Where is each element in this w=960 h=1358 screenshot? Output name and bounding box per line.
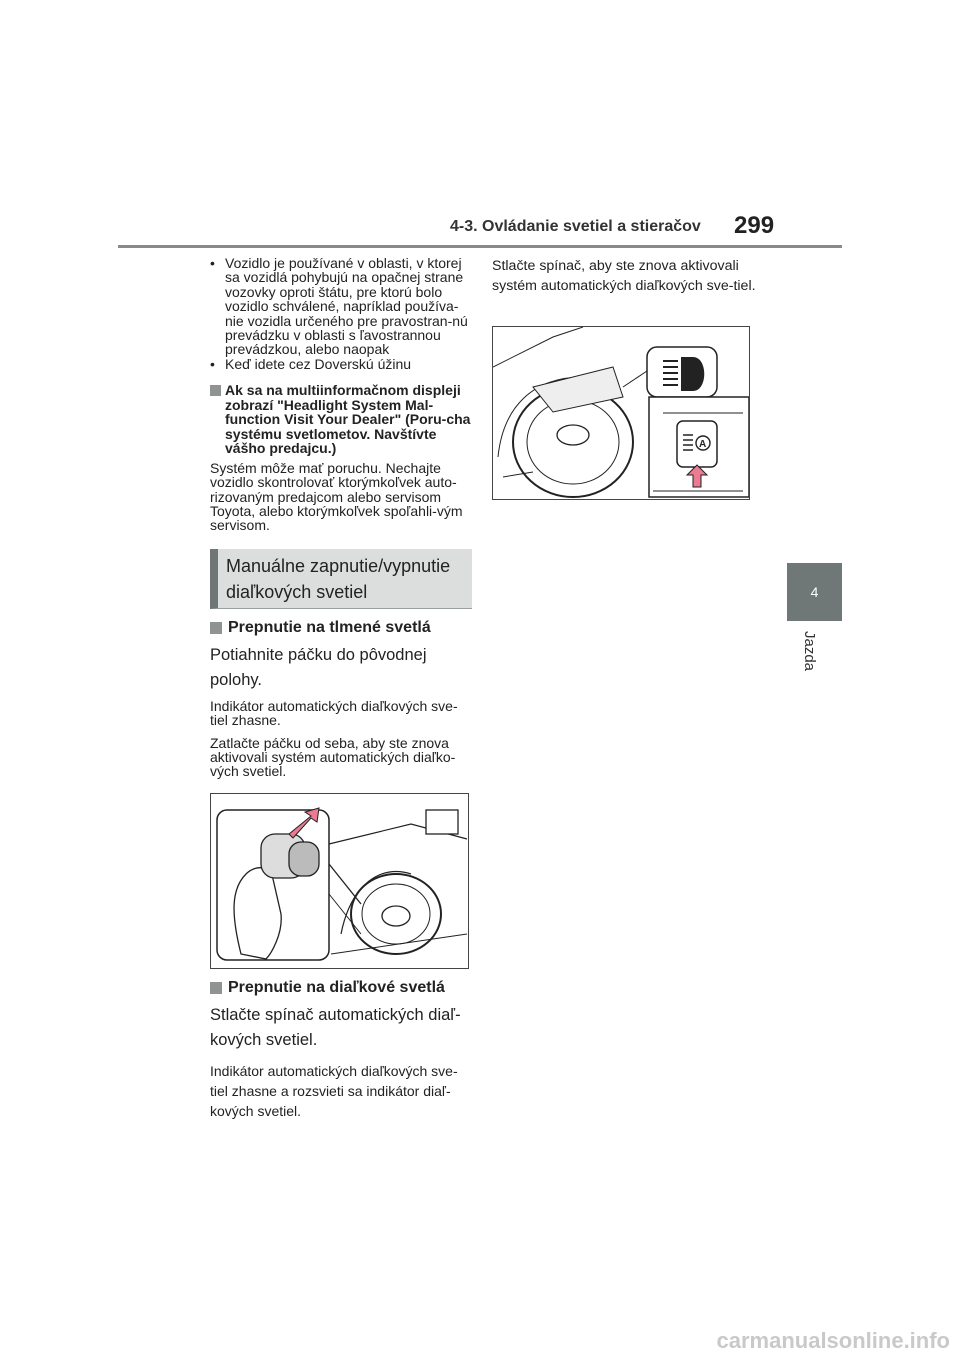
section-title-line-1: Manuálne zapnutie/vypnutie bbox=[226, 555, 451, 576]
right-column bbox=[492, 256, 756, 296]
paragraph: Indikátor automatických diaľkových sve-tiel zhasne a rozsvieti sa indikátor diaľ-kových svetiel. bbox=[210, 1062, 458, 1119]
section-title-line-2: diaľkových svetiel bbox=[226, 581, 368, 602]
chapter-tab[interactable]: 4 bbox=[787, 563, 842, 621]
illustration-lever-pull bbox=[210, 793, 469, 969]
note-title: Ak sa na multiinformačnom displeji zobrazí "Headlight System Mal-function Visit Your Dealer" (Poru-cha systému svetlometov. Navštívte vášho predajcu.) bbox=[225, 382, 471, 457]
header-divider bbox=[118, 245, 842, 248]
paragraph: Stlačte spínač, aby ste znova aktivovali systém automatických diaľkových sve-tiel. bbox=[492, 258, 756, 294]
svg-text:A: A bbox=[699, 439, 707, 450]
watermark: carmanualsonline.info bbox=[716, 1328, 950, 1353]
page-number: 299 bbox=[734, 212, 775, 239]
chapter-label: Jazda bbox=[801, 631, 818, 672]
bullet-list bbox=[210, 256, 472, 371]
square-bullet-icon bbox=[210, 982, 222, 994]
subheading-high-beam bbox=[210, 979, 472, 997]
subheading-low-beam bbox=[210, 619, 472, 637]
note-heading bbox=[210, 383, 472, 456]
note-text: Systém môže mať poruchu. Nechajte vozidlo skontrolovať ktorýmkoľvek auto-rizovaným predajcom alebo servisom Toyota, alebo ktorýmkoľvek spoľahli-vým servisom. bbox=[210, 459, 463, 534]
list-item: • Keď idete cez Doverskú úžinu bbox=[210, 357, 472, 371]
subheading-title: Prepnutie na tlmené svetlá bbox=[228, 618, 431, 636]
instruction-text: Potiahnite páčku do pôvodnej polohy. bbox=[210, 645, 427, 689]
paragraph: Zatlačte páčku od seba, aby ste znova aktivovali systém automatických diaľko-vých svetiel. bbox=[210, 734, 456, 780]
left-column bbox=[210, 256, 472, 1121]
section-title-box bbox=[210, 549, 472, 609]
section-heading: 4-3. Ovládanie svetiel a stieračov bbox=[450, 218, 701, 235]
list-item: • Vozidlo je používané v oblasti, v ktorej sa vozidlá pohybujú na opačnej strane vozovky oproti štátu, pre ktorú bolo vozidlo schválené, napríklad používa-nie vozidla určeného pre pravostran-nú prevádzku v oblasti s ľavostrannou prevádzkou, alebo naopak bbox=[210, 256, 472, 357]
instruction-text: Stlačte spínač automatických diaľ-kových svetiel. bbox=[210, 1005, 461, 1049]
paragraph: Indikátor automatických diaľkových sve-tiel zhasne. bbox=[210, 697, 458, 729]
illustration-auto-high-beam-switch bbox=[492, 326, 750, 500]
square-bullet-icon bbox=[210, 622, 222, 634]
square-bullet-icon bbox=[210, 385, 221, 396]
subheading-title: Prepnutie na diaľkové svetlá bbox=[228, 978, 445, 996]
steering-lever-illustration bbox=[211, 794, 468, 968]
switch-illustration bbox=[493, 327, 749, 499]
